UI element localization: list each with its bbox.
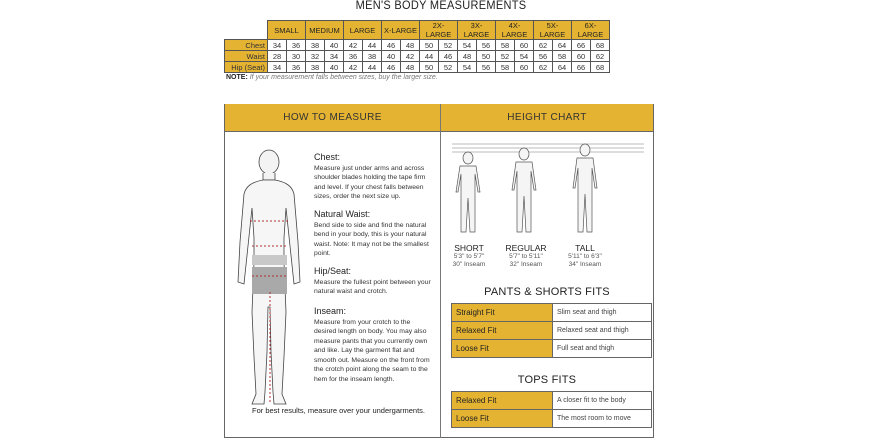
fit-label: Relaxed Fit	[452, 322, 553, 340]
height-type-name: TALL	[575, 243, 595, 253]
cell: 50	[420, 62, 439, 73]
cell: 60	[515, 40, 534, 51]
cell: 48	[458, 51, 477, 62]
cell: 66	[572, 62, 591, 73]
fit-label: Loose Fit	[452, 340, 553, 358]
size-chart-table	[224, 20, 610, 73]
short-figure-icon	[456, 152, 480, 232]
pants-fit-row	[452, 304, 652, 322]
cell: 48	[401, 62, 420, 73]
size-header: SMALL	[268, 21, 306, 40]
cell: 36	[287, 40, 306, 51]
hip-heading: Hip/Seat:	[314, 266, 352, 276]
hip-text: Measure the fullest point between your natural waist and crotch.	[314, 278, 431, 295]
height-type-name: REGULAR	[505, 243, 547, 253]
inseam-text: Measure from your crotch to the desired length on body. You may also measure pants that you currently own and like. Lay the garment flat and smooth out. Measure on the front from the crotch point along the seam to the hem for the inseam length.	[314, 318, 430, 383]
fit-desc: Relaxed seat and thigh	[553, 322, 652, 340]
size-header: 4X-LARGE	[496, 21, 534, 40]
size-chart-corner	[225, 21, 268, 40]
cell: 60	[515, 62, 534, 73]
size-note	[226, 74, 438, 81]
inseam-heading: Inseam:	[314, 306, 347, 316]
cell: 34	[268, 62, 287, 73]
size-header: MEDIUM	[306, 21, 344, 40]
size-header: 6X-LARGE	[572, 21, 610, 40]
fit-label: Loose Fit	[452, 410, 553, 428]
cell: 68	[591, 62, 610, 73]
cell: 62	[534, 40, 553, 51]
size-row-hip	[225, 62, 610, 73]
waist-heading: Natural Waist:	[314, 209, 371, 219]
cell: 32	[306, 51, 325, 62]
cell: 42	[344, 40, 363, 51]
fit-desc: The most room to move	[553, 410, 652, 428]
cell: 64	[553, 40, 572, 51]
cell: 50	[477, 51, 496, 62]
height-regular	[501, 243, 551, 269]
hip-section	[314, 267, 432, 297]
cell: 44	[363, 40, 382, 51]
pants-fits-table	[451, 303, 652, 358]
note-label: NOTE:	[226, 74, 248, 81]
how-to-measure-header: HOW TO MEASURE	[225, 104, 440, 132]
cell: 62	[591, 51, 610, 62]
cell: 28	[268, 51, 287, 62]
chest-heading: Chest:	[314, 152, 341, 162]
page-title: MEN'S BODY MEASUREMENTS	[355, 0, 527, 13]
size-header: X-LARGE	[382, 21, 420, 40]
cell: 40	[382, 51, 401, 62]
cell: 38	[306, 40, 325, 51]
height-range: 5'7" to 5'11"	[509, 253, 543, 260]
cell: 48	[401, 40, 420, 51]
height-tall	[560, 243, 610, 269]
tops-fit-row	[452, 392, 652, 410]
cell: 46	[382, 40, 401, 51]
fit-desc: A closer fit to the body	[553, 392, 652, 410]
cell: 50	[420, 40, 439, 51]
height-short	[444, 243, 494, 269]
cell: 52	[439, 40, 458, 51]
fit-desc: Full seat and thigh	[553, 340, 652, 358]
panel-divider	[440, 104, 441, 438]
cell: 34	[268, 40, 287, 51]
cell: 42	[344, 62, 363, 73]
cell: 30	[287, 51, 306, 62]
cell: 66	[572, 40, 591, 51]
cell: 40	[325, 62, 344, 73]
fit-label: Relaxed Fit	[452, 392, 553, 410]
cell: 52	[439, 62, 458, 73]
cell: 60	[572, 51, 591, 62]
height-range: 5'3" to 5'7"	[453, 253, 485, 260]
height-type-name: SHORT	[454, 243, 484, 253]
cell: 40	[325, 40, 344, 51]
note-text: If your measurement falls between sizes, buy the larger size.	[249, 74, 438, 81]
height-inseam: 32" Inseam	[509, 261, 543, 268]
chest-section	[314, 153, 432, 202]
cell: 58	[553, 51, 572, 62]
cell: 58	[496, 40, 515, 51]
pants-fit-row	[452, 340, 652, 358]
cell: 54	[515, 51, 534, 62]
tops-fits-title: TOPS FITS	[517, 374, 577, 386]
undergarment-shorts	[252, 267, 287, 294]
cell: 44	[420, 51, 439, 62]
tall-figure-icon	[573, 144, 597, 232]
tops-fits-table	[451, 391, 652, 428]
row-label: Chest	[225, 40, 268, 51]
cell: 46	[382, 62, 401, 73]
size-row-chest	[225, 40, 610, 51]
waist-section	[314, 210, 432, 259]
size-header: 2X-LARGE	[420, 21, 458, 40]
size-row-waist	[225, 51, 610, 62]
row-label: Hip (Seat)	[225, 62, 268, 73]
cell: 56	[534, 51, 553, 62]
cell: 54	[458, 62, 477, 73]
cell: 64	[553, 62, 572, 73]
pants-fits-title: PANTS & SHORTS FITS	[484, 286, 610, 298]
cell: 44	[363, 62, 382, 73]
size-header: 3X-LARGE	[458, 21, 496, 40]
height-chart-header: HEIGHT CHART	[441, 104, 653, 132]
regular-figure-icon	[512, 148, 536, 232]
measure-footer: For best results, measure over your undergarments.	[252, 406, 425, 415]
cell: 56	[477, 62, 496, 73]
pants-fit-row	[452, 322, 652, 340]
cell: 54	[458, 40, 477, 51]
height-chart-figures	[444, 136, 652, 240]
chest-text: Measure just under arms and across shoulder blades holding the tape firm and level. If your chest falls between sizes, order the next size up.	[314, 164, 426, 200]
cell: 62	[534, 62, 553, 73]
height-range: 5'11" to 6'3"	[568, 253, 602, 260]
size-header: LARGE	[344, 21, 382, 40]
undergarment-band	[252, 255, 287, 265]
fit-label: Straight Fit	[452, 304, 553, 322]
inseam-section	[314, 307, 432, 384]
cell: 36	[287, 62, 306, 73]
cell: 36	[344, 51, 363, 62]
cell: 34	[325, 51, 344, 62]
cell: 68	[591, 40, 610, 51]
row-label: Waist	[225, 51, 268, 62]
waist-text: Bend side to side and find the natural bend in your body, this is your natural waist. Note: It may not be the smallest point.	[314, 221, 429, 257]
cell: 56	[477, 40, 496, 51]
fit-desc: Slim seat and thigh	[553, 304, 652, 322]
cell: 46	[439, 51, 458, 62]
size-header: 5X-LARGE	[534, 21, 572, 40]
cell: 58	[496, 62, 515, 73]
cell: 42	[401, 51, 420, 62]
height-inseam: 30" Inseam	[452, 261, 486, 268]
height-inseam: 34" Inseam	[568, 261, 602, 268]
cell: 38	[363, 51, 382, 62]
cell: 38	[306, 62, 325, 73]
tops-fit-row	[452, 410, 652, 428]
body-figure-icon	[232, 142, 310, 412]
cell: 52	[496, 51, 515, 62]
